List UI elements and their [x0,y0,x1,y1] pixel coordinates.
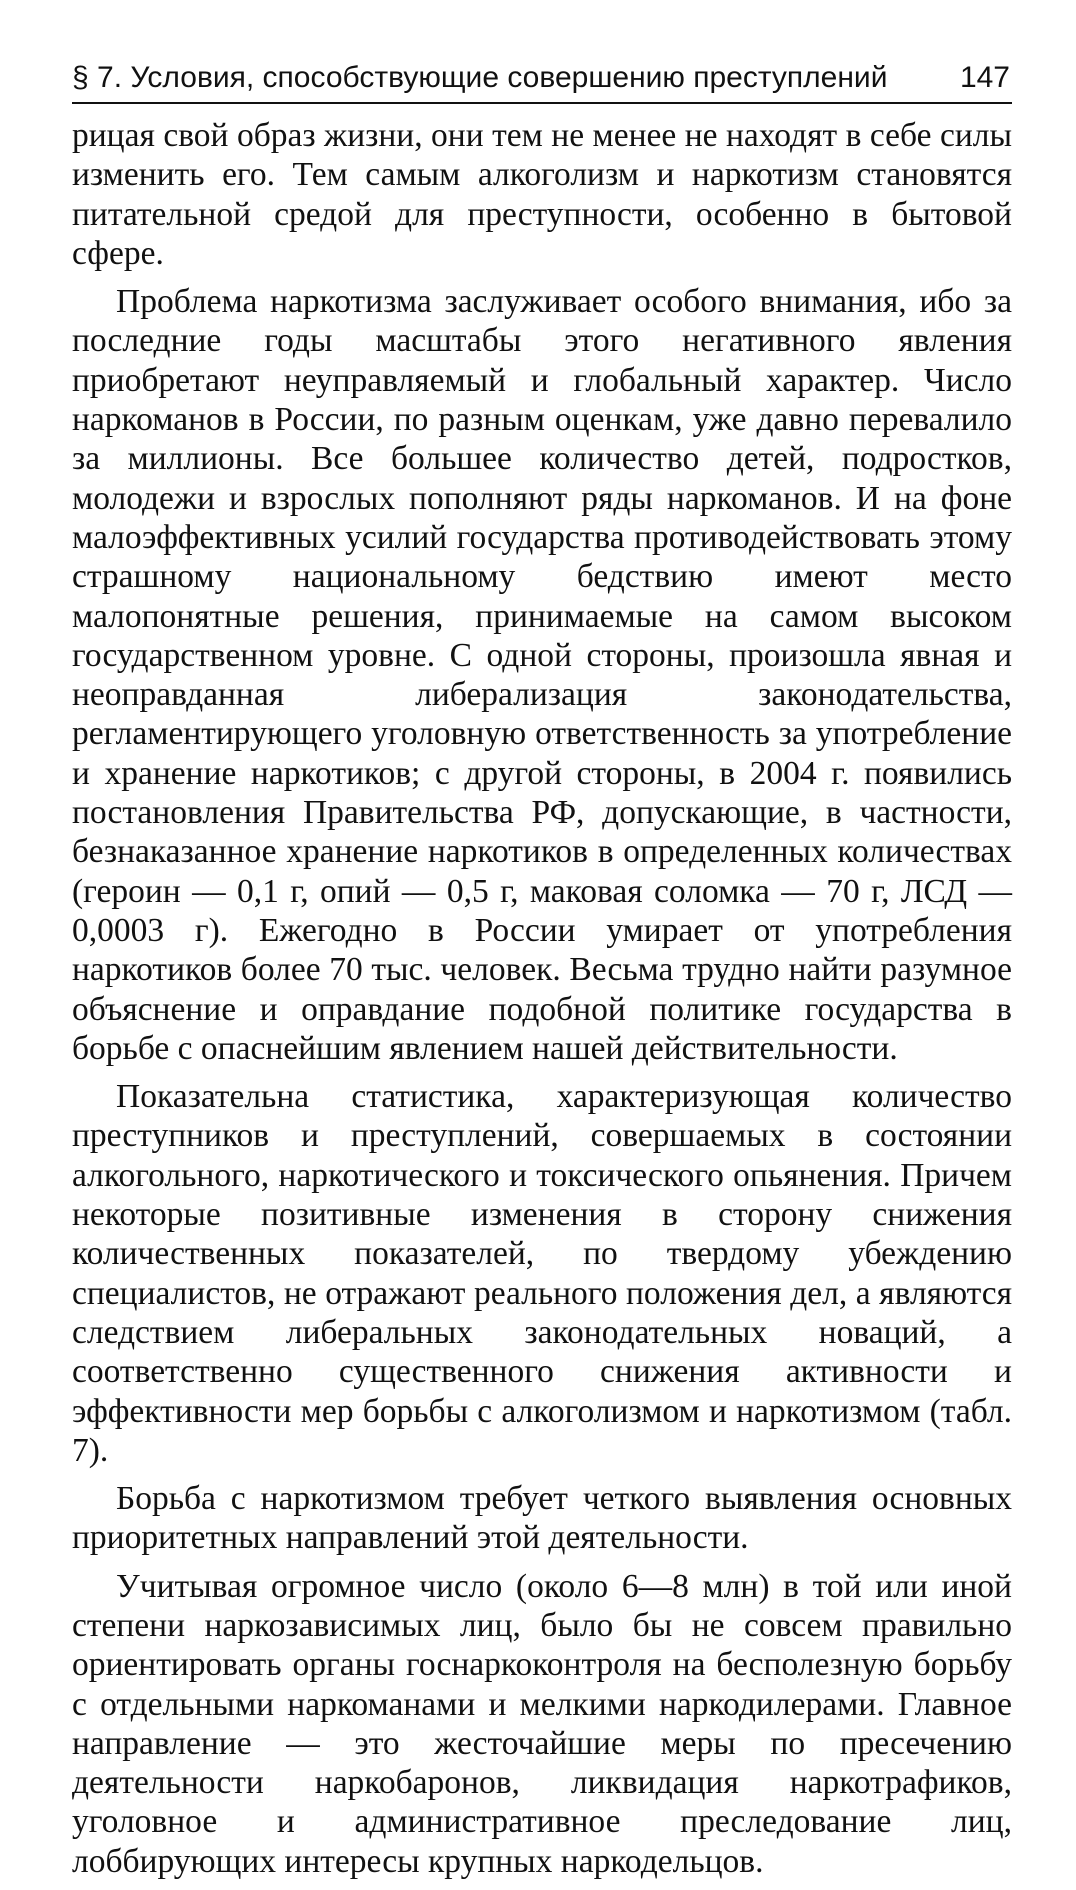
book-page [72,56,1012,1890]
paragraph-priorities: Борьба с наркотизмом требует четкого выявления основных приоритетных направлений этой деятельности. [72,1480,1012,1557]
paragraph-narcotism-problem: Проблема наркотизма заслуживает особого внимания, ибо за последние годы масштабы этого негативного явления приобретают неуправляемый и глобальный характер. Число наркоманов в России, по разным оценкам, уже давно перевалило за миллионы. Все большее количество детей, подростков, молодежи и взрослых пополняют ряды наркоманов. И на фоне малоэффективных усилий государства противодействовать этому страшному национальному бедствию имеют место малопонятные решения, принимаемые на самом высоком государственном уровне. С одной стороны, произошла явная и неоправданная либерализация законодательства, регламентирующего уголовную ответственность за употребление и хранение наркотиков; с другой стороны, в 2004 г. появились постановления Правительства РФ, допускающие, в частности, безнаказанное хранение наркотиков в определенных количествах (героин — 0,1 г, опий — 0,5 г, маковая соломка — 70 г, ЛСД — 0,0003 г). Ежегодно в России умирает от употребления наркотиков более 70 тыс. человек. Весьма трудно найти разумное объяснение и оправдание подобной политике государства в борьбе с опаснейшим явлением нашей действительности. [72,283,1012,1067]
paragraph-continued: рицая свой образ жизни, они тем не менее не находят в себе силы изменить его. Тем самым алкоголизм и наркотизм становятся питательной средой для преступности, особенно в бытовой сфере. [72,117,1012,272]
running-title: § 7. Условия, способствующие совершению преступлений [72,61,888,94]
page-number: 147 [959,61,1010,94]
paragraph-main-direction: Учитывая огромное число (около 6—8 млн) в той или иной степени наркозависимых лиц, было бы не совсем правильно ориентировать органы госнаркоконтроля на бесполезную борьбу с отдельными наркоманами и мелкими наркодилерами. Главное направление — это жесточайшие меры по пресечению деятельности наркобаронов, ликвидация наркотрафиков, уголовное и административное преследование лиц, лоббирующих интересы крупных наркодельцов. [72,1567,1012,1880]
page-header [72,56,1012,104]
body-text [72,116,1012,1881]
paragraph-statistics: Показательна статистика, характеризующая количество преступников и преступлений, совершаемых в состоянии алкогольного, наркотического и токсического опьянения. Причем некоторые позитивные изменения в сторону снижения количественных показателей, по твердому убеждению специалистов, не отражают реального положения дел, а являются следствием либеральных законодательных новаций, а соответственно существенного снижения активности и эффективности мер борьбы с алкоголизмом и наркотизмом (табл. 7). [72,1078,1012,1469]
